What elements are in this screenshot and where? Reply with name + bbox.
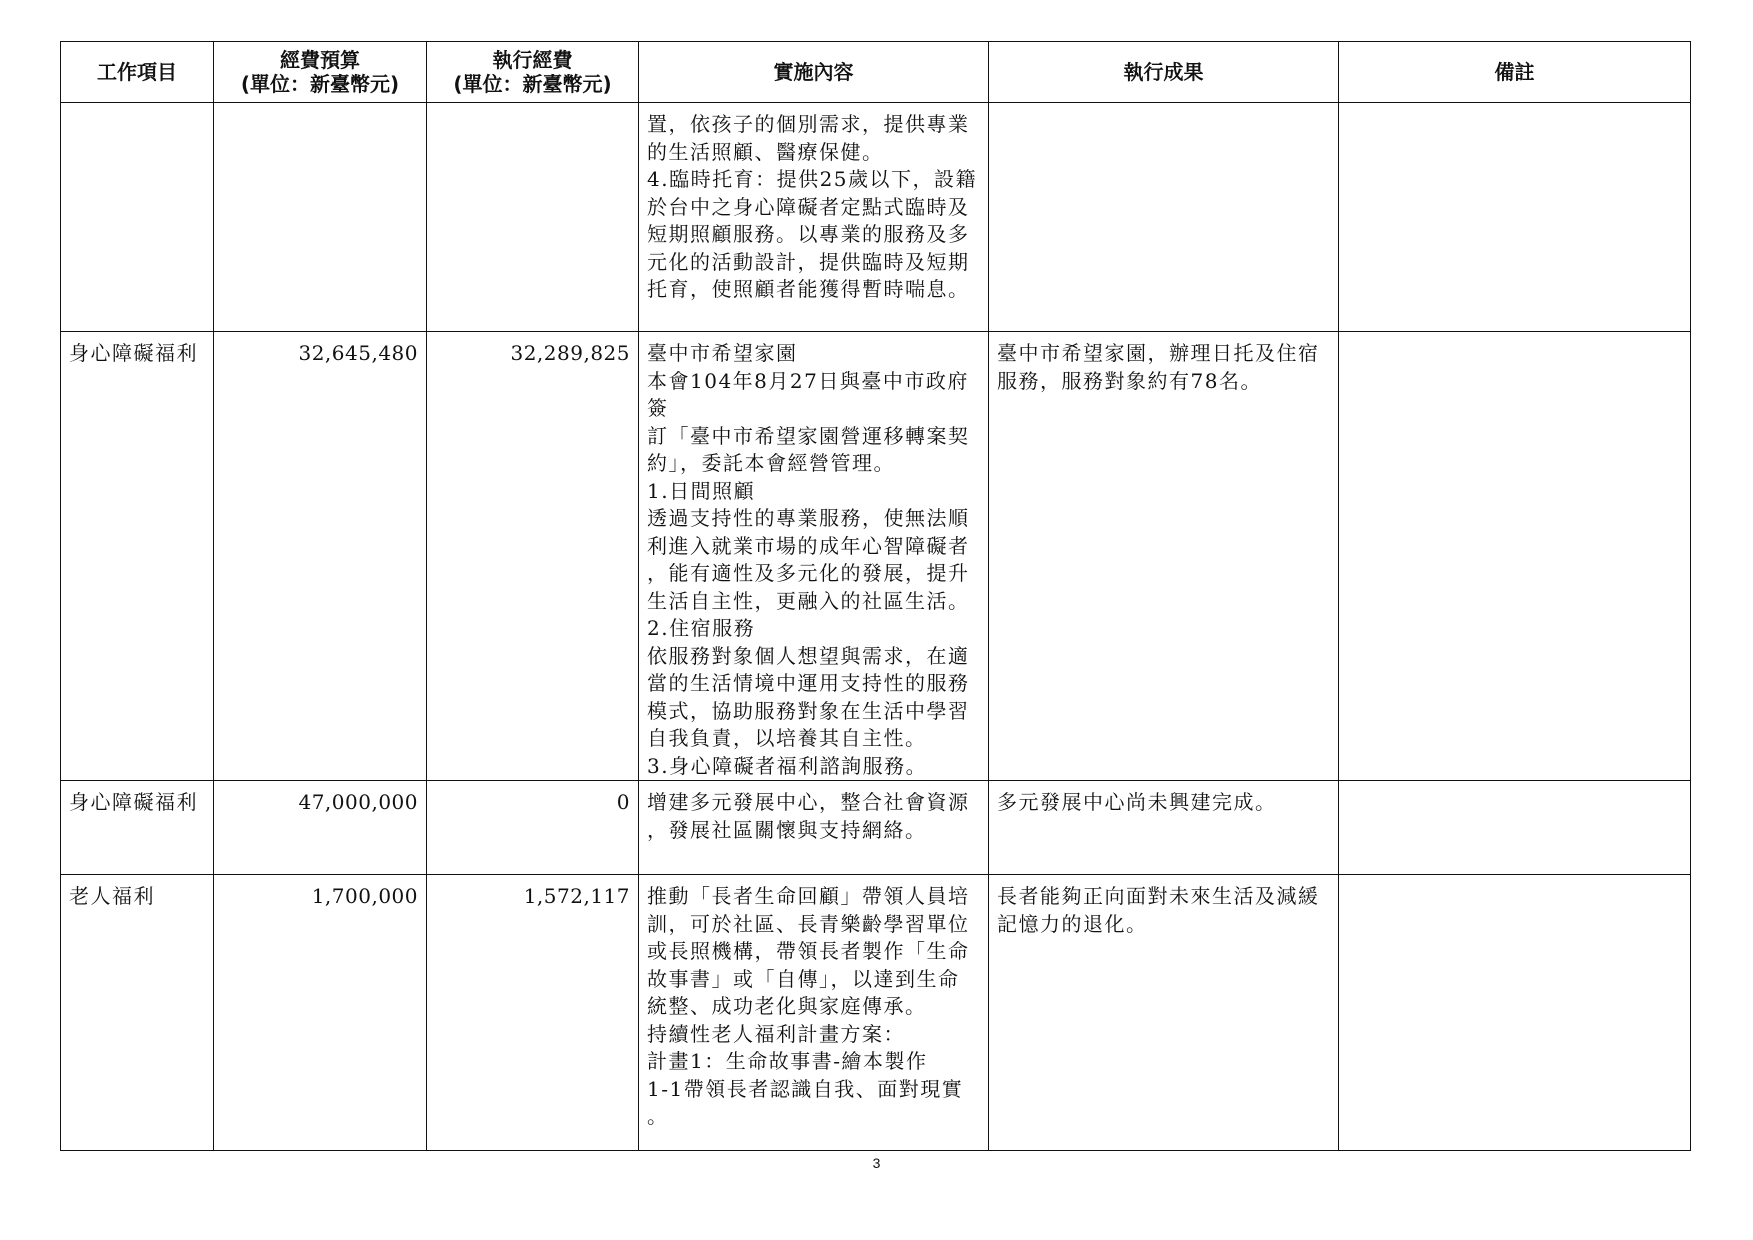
table-row (61, 103, 1691, 332)
cell-note (1339, 781, 1691, 875)
cell-result: 長者能夠正向面對未來生活及減緩 記憶力的退化。 (989, 875, 1339, 1151)
work-items-table (60, 41, 1691, 1151)
header-note: 備註 (1339, 42, 1691, 103)
cell-note (1339, 875, 1691, 1151)
cell-item: 老人福利 (61, 875, 214, 1151)
header-budget: 經費預算 (單位：新臺幣元) (214, 42, 427, 103)
page-number: 3 (872, 1155, 881, 1171)
header-content: 實施內容 (639, 42, 989, 103)
cell-content: 推動「長者生命回顧」帶領人員培 訓，可於社區、長青樂齡學習單位 或長照機構，帶領長者製作「生命 故事書」或「自傳」，以達到生命 統整、成功老化與家庭傳承。 持續性老人福利計畫方案： 計畫1：生命故事書-繪本製作 1-1帶領長者認識自我、面對現實 。 (639, 875, 989, 1151)
table-row (61, 875, 1691, 1151)
document-page (60, 41, 1690, 1151)
cell-budget: 47,000,000 (214, 781, 427, 875)
header-item: 工作項目 (61, 42, 214, 103)
table-header-row (61, 42, 1691, 103)
cell-spent: 32,289,825 (427, 332, 639, 781)
header-spent: 執行經費 (單位：新臺幣元) (427, 42, 639, 103)
cell-item: 身心障礙福利 (61, 781, 214, 875)
cell-note (1339, 103, 1691, 332)
header-result: 執行成果 (989, 42, 1339, 103)
cell-budget (214, 103, 427, 332)
table-row (61, 781, 1691, 875)
cell-budget: 32,645,480 (214, 332, 427, 781)
cell-content: 置，依孩子的個別需求，提供專業 的生活照顧、醫療保健。 4.臨時托育：提供25歲以下，設籍 於台中之身心障礙者定點式臨時及 短期照顧服務。以專業的服務及多 元化的活動設計，提供臨時及短期 托育，使照顧者能獲得暫時喘息。 (639, 103, 989, 332)
cell-result: 臺中市希望家園，辦理日托及住宿 服務，服務對象約有78名。 (989, 332, 1339, 781)
cell-content: 增建多元發展中心，整合社會資源 ，發展社區關懷與支持網絡。 (639, 781, 989, 875)
cell-result (989, 103, 1339, 332)
cell-spent: 1,572,117 (427, 875, 639, 1151)
cell-result: 多元發展中心尚未興建完成。 (989, 781, 1339, 875)
cell-item (61, 103, 214, 332)
cell-item: 身心障礙福利 (61, 332, 214, 781)
cell-content: 臺中市希望家園 本會104年8月27日與臺中市政府簽 訂「臺中市希望家園營運移轉案契 約」，委託本會經營管理。 1.日間照顧 透過支持性的專業服務，使無法順 利進入就業市場的成年心智障礙者 ，能有適性及多元化的發展，提升 生活自主性，更融入的社區生活。 2.住宿服務 依服務對象個人想望與需求，在適 當的生活情境中運用支持性的服務 模式，協助服務對象在生活中學習 自我負責，以培養其自主性。 3.身心障礙者福利諮詢服務。 (639, 332, 989, 781)
cell-note (1339, 332, 1691, 781)
cell-budget: 1,700,000 (214, 875, 427, 1151)
cell-spent: 0 (427, 781, 639, 875)
cell-spent (427, 103, 639, 332)
table-row (61, 332, 1691, 781)
